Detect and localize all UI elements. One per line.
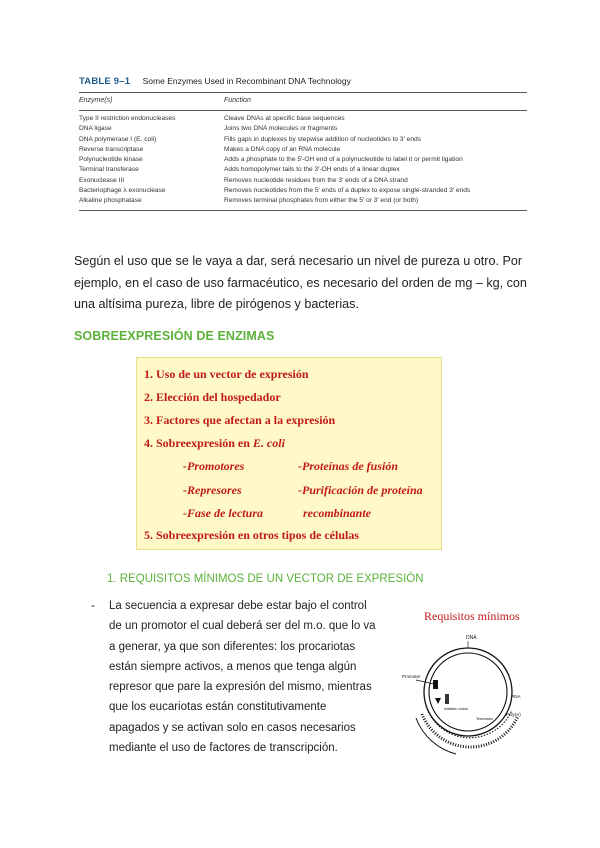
plasmid-outer-circle [424,648,512,736]
bullet-line: de un promotor el cual deberá ser del m.o. que lo va [109,620,376,633]
bullet-line: apagados y se activan solo en casos necesarios [109,721,356,734]
initiation-block-icon [445,694,449,704]
table-cell: Removes nucleotide residues from the 3′ ends of a DNA strand [224,176,408,184]
table-bottom-rule [79,210,527,211]
table-cell: Joins two DNA molecules or fragments [224,125,338,133]
section-title: SOBREEXPRESIÓN DE ENZIMAS [74,329,275,343]
box-sub-represores: -Represores [183,483,242,497]
table-label: TABLE 9–1 [79,76,131,87]
table-row [79,165,529,175]
table-row [79,135,529,145]
table-cell: Bacteriophage λ exonuclease [79,187,166,195]
promoter-block-icon [433,680,438,689]
table-cell: Exonuclease III [79,176,125,184]
box-item-4-text: 4. Sobreexpresión en [144,436,253,450]
table-row [79,196,529,206]
paragraph-line: Según el uso que se le vaya a dar, será necesario un nivel de pureza u otro. Por [74,254,523,268]
label-dna: DNA [466,635,477,641]
table-cell: Makes a DNA copy of an RNA molecule [224,145,341,153]
box-sub-recombinante: recombinante [303,506,371,520]
box-sub-fase-lectura: -Fase de lectura [183,506,263,520]
box-item-1: 1. Uso de un vector de expresión [144,367,309,381]
box-item-4 [144,436,285,451]
table-header-function: Function [224,97,251,104]
bullet-line: que los eucariotas están constitutivamente [109,701,327,714]
bullet-line: La secuencia a expresar debe estar bajo el control [109,600,367,612]
box-sub-purificacion: -Purificación de proteína [298,483,423,497]
arrow-icon [435,698,441,704]
overexpression-summary-box [136,357,442,550]
paragraph-line: una altísima pureza, libre de pirógenos y bacterias. [74,297,359,311]
table-header-rule [79,110,527,111]
table-cell: Adds homopolymer tails to the 3′-OH ends of a linear duplex [224,166,400,174]
table-cell: Reverse transcriptase [79,145,144,153]
label-promoter: Promoter [402,674,421,679]
table-cell: Type II restriction endonucleases [79,115,176,122]
bullet-line: a generar, ya que son diferentes: los procariotas [109,640,356,653]
bullet-line: están siempre activos, a menos que tenga algún [109,660,357,673]
bullet-text [109,596,399,758]
table-row [79,145,529,155]
table-cell: Removes nucleotides from the 5′ ends of a duplex to expose single-stranded 3′ ends [224,187,471,195]
table-cell: Fills gaps in duplexes by stepwise addition of nucleotides to 3′ ends [224,135,421,143]
paragraph-line: ejemplo, en el caso de uso farmacéutico, es necesario del orden de mg – kg, con [74,275,527,290]
table-cell: Cleave DNAs at specific base sequences [224,115,345,122]
box-sub-proteinas-fusion: -Proteínas de fusión [298,459,399,473]
table-top-rule [79,92,527,93]
box-item-2: 2. Elección del hospedador [144,390,281,404]
table-caption: Some Enzymes Used in Recombinant DNA Technology [142,76,351,86]
expression-vector-diagram [398,606,522,770]
table-cell: Removes terminal phosphates from either the 5′ or 3′ end (or both) [224,197,419,205]
box-item-4-organism: E. coli [252,436,285,450]
table-cell: DNA polymerase I (E. coli) [79,135,157,143]
box-item-3: 3. Factores que afectan a la expresión [144,413,336,427]
label-rna: RNA [511,694,521,699]
bullet-dash: - [91,598,95,612]
table-row [79,176,529,186]
plasmid-inner-circle [429,653,507,731]
table-body [79,114,529,207]
table-cell: Polynucleotide kinase [79,156,143,164]
table-cell: Terminal transferase [79,166,139,174]
bullet-line: mediante el uso de factores de transcripción. [109,742,338,755]
table-cell: Adds a phosphate to the 5′-OH end of a polynucleotide to label it or permit ligation [224,156,463,164]
table-cell: Alkaline phosphatase [79,197,142,205]
box-item-5: 5. Sobreexpresión en otros tipos de células [144,528,360,542]
table-row [79,124,529,134]
subsection-title: 1. REQUISITOS MÍNIMOS DE UN VECTOR DE EXPRESIÓN [107,573,424,585]
box-sub-promotores: -Promotores [183,459,245,473]
table-cell: DNA ligase [79,125,112,133]
label-terminator: Terminator [476,717,493,721]
bullet-line: represor que pare la expresión del mismo, mientras [109,681,372,694]
outer-arc [416,718,456,754]
label-polya: Poly(A) [506,712,521,717]
table-row [79,114,529,124]
table-title [79,76,351,87]
table-row [79,155,529,165]
intro-paragraph [74,251,534,316]
table-header-enzyme: Enzyme(s) [79,97,113,104]
label-initiation: Initiation codon [444,707,469,711]
rna-arc [426,706,512,738]
diagram-title: Requisitos mínimos [424,609,520,623]
table-row [79,186,529,196]
